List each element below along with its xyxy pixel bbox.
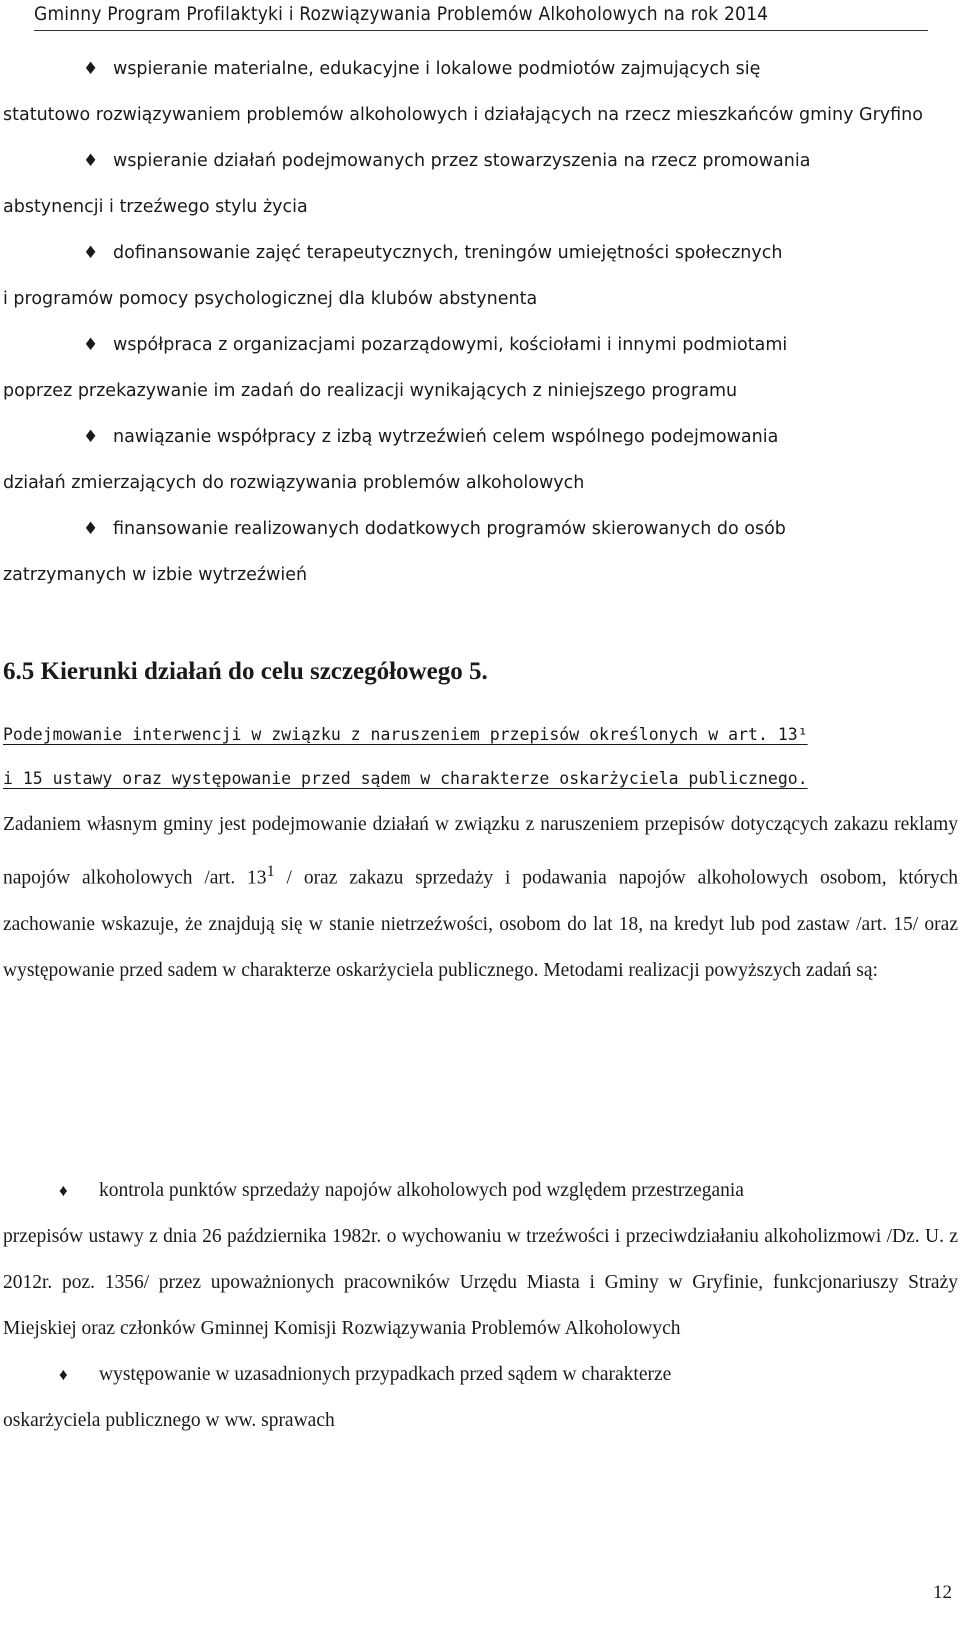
bullet-list-bottom [3, 1168, 958, 1444]
subtitle-line: Podejmowanie interwencji w związku z naruszeniem przepisów określonych w art. 13¹ [3, 725, 808, 744]
running-header [34, 3, 928, 31]
page-number: 12 [933, 1582, 952, 1603]
bullet-first-line: ♦ nawiązanie współpracy z izbą wytrzeźwień celem wspólnego podejmowania [3, 414, 958, 460]
bullet-first-line: ♦ kontrola punktów sprzedaży napojów alkoholowych pod względem przestrzegania [3, 1168, 958, 1214]
bullet-first-line: ♦ dofinansowanie zajęć terapeutycznych, treningów umiejętności społecznych [3, 230, 958, 276]
bullet-continuation: i programów pomocy psychologicznej dla klubów abstynenta [3, 289, 538, 309]
header-title: Gminny Program Profilaktyki i Rozwiązywania Problemów Alkoholowych na rok 2014 [34, 3, 769, 25]
bullet-first-line: ♦ wspieranie działań podejmowanych przez stowarzyszenia na rzecz promowania [3, 138, 958, 184]
bullet-first-line: ♦ współpraca z organizacjami pozarządowymi, kościołami i innymi podmiotami [3, 322, 958, 368]
list-item [3, 322, 958, 414]
bullet-continuation: działań zmierzających do rozwiązywania problemów alkoholowych [3, 473, 585, 493]
superscript: 1 [266, 862, 275, 880]
list-item [3, 230, 958, 322]
bullet-continuation: statutowo rozwiązywaniem problemów alkoholowych i działających na rzecz mieszkańców gminy Gryfino [3, 105, 923, 125]
bullet-continuation: abstynencji i trzeźwego stylu życia [3, 197, 308, 217]
bullet-continuation: przepisów ustawy z dnia 26 października 1982r. o wychowaniu w trzeźwości i przeciwdziałaniu alkoholizmowi /Dz. U. z 2012r. poz. 1356/ przez upoważnionych pracowników Urzędu Miasta i Gminy w Gryfinie, funkcjonariuszy Straży Miejskiej oraz członków Gminnej Komisji Rozwiązywania Problemów Alkoholowych [3, 1226, 958, 1339]
paragraph-text: Zadaniem własnym gminy jest podejmowanie działań w związku z naruszeniem przepisów dotyczących zakazu reklamy napojów alkoholowych /art. 13 [3, 814, 958, 889]
paragraph-text: / oraz zakazu sprzedaży i podawania napojów alkoholowych osobom, których zachowanie wskazuje, że znajdują się w stanie nietrzeźwości, osobom do lat 18, na kredyt lub pod zastaw /art. 15/ oraz występowanie przed sadem w charakterze oskarżyciela publicznego. Metodami realizacji powyższych zadań są: [3, 867, 958, 981]
bullet-first-line: ♦ występowanie w uzasadnionych przypadkach przed sądem w charakterze [3, 1352, 958, 1398]
bullet-first-line: ♦ finansowanie realizowanych dodatkowych programów skierowanych do osób [3, 506, 958, 552]
list-item [3, 414, 958, 506]
bullet-first-line: ♦ wspieranie materialne, edukacyjne i lokalowe podmiotów zajmujących się [3, 46, 958, 92]
section-subtitle [3, 713, 958, 801]
section-paragraph [3, 802, 958, 994]
subtitle-line: i 15 ustawy oraz występowanie przed sądem w charakterze oskarżyciela publicznego. [3, 769, 808, 788]
section-heading: 6.5 Kierunki działań do celu szczegółowego 5. [3, 658, 488, 685]
list-item [3, 1168, 958, 1352]
list-item [3, 506, 958, 598]
list-item [3, 138, 958, 230]
list-item [3, 46, 958, 138]
bullet-continuation: oskarżyciela publicznego w ww. sprawach [3, 1410, 335, 1431]
bullet-list-top [3, 46, 958, 598]
bullet-continuation: zatrzymanych w izbie wytrzeźwień [3, 565, 308, 585]
bullet-continuation: poprzez przekazywanie im zadań do realizacji wynikających z niniejszego programu [3, 381, 738, 401]
list-item [3, 1352, 958, 1444]
